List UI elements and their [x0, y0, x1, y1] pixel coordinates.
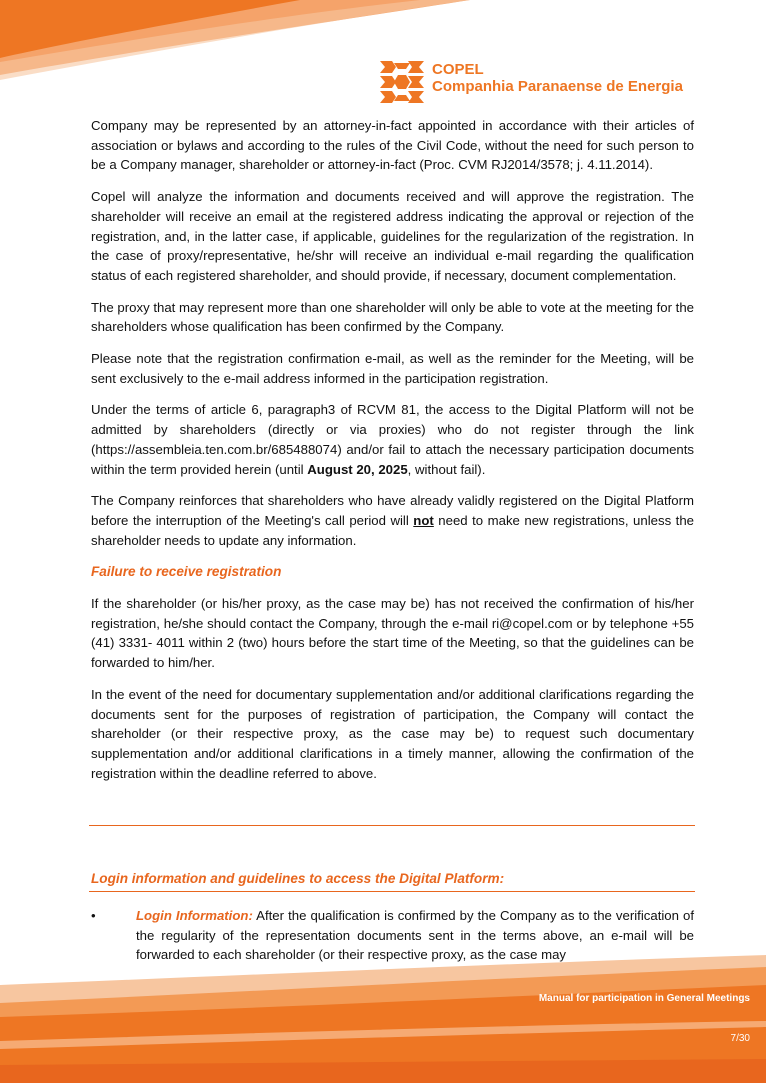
paragraph — [91, 491, 694, 550]
footer-swoosh — [0, 955, 766, 1083]
footer-label: Manual for participation in General Meetings — [538, 993, 750, 1004]
bullet-icon: • — [91, 908, 96, 923]
logo-full-name: Companhia Paranaense de Energia — [432, 78, 683, 95]
paragraph: Please note that the registration confirmation e-mail, as well as the reminder for the Meeting, will be sent exclusively to the e-mail address informed in the participation registration. — [91, 351, 694, 386]
emphasis-not: not — [413, 512, 434, 528]
paragraph: In the event of the need for documentary supplementation and/or additional clarifications regarding the documents sent for the purposes of registration of participation, the Company will contact the shareholder (or their respective proxy, as the case may be) to request such documentary supplementation and/or additional clarifications in a timely manner, allowing the confirmation of the registration within the deadline referred to above. — [91, 686, 694, 781]
logo-name: COPEL — [432, 61, 484, 78]
deadline-date: August 20, 2025 — [307, 461, 408, 477]
bullet-text: After the qualification is confirmed by the Company as to the verification of the regularity of the representation documents sent in the terms above, an e-mail will be forwarded to each shareholder (or their respective proxy, as the case may — [136, 908, 694, 963]
section-divider — [89, 825, 695, 826]
paragraph-text: , without fail). — [407, 461, 486, 477]
paragraph — [91, 400, 694, 479]
paragraph-text: Under the terms of article 6, paragraph3 of RCVM 81, the access to the Digital Platform will not be admitted by shareholders (directly or via proxies) who do not register through the link (https://assembleia.ten.com.br/685488074) and/or fail to attach the necessary participation documents within the term provided herein (until — [91, 402, 694, 477]
paragraph: The proxy that may represent more than one shareholder will only be able to vote at the meeting for the shareholders whose qualification has been confirmed by the Company. — [91, 299, 694, 335]
document-body — [91, 116, 694, 795]
section-heading: Failure to receive registration — [91, 564, 282, 580]
paragraph-text: need to make new registrations, unless the shareholder needs to update any information. — [91, 512, 695, 548]
paragraph-text: The Company reinforces that shareholders who have already validly registered on the Digital Platform before the interruption of the Meeting's call period will — [91, 493, 694, 528]
copel-logo-icon — [380, 61, 424, 103]
section-heading: Login information and guidelines to access the Digital Platform: — [91, 871, 505, 886]
company-logo — [380, 61, 683, 103]
section-divider — [89, 891, 695, 892]
paragraph: If the shareholder (or his/her proxy, as the case may be) has not received the confirmation of his/her registration, he/she should contact the Company, through the e-mail ri@copel.com or by telephone +55 (41) 3331- 4011 within 2 (two) hours before the start time of the Meeting, so that the guidelines can be forwarded to him/her. — [91, 596, 694, 671]
paragraph: Company may be represented by an attorney-in-fact appointed in accordance with their articles of association or bylaws and according to the rules of the Civil Code, without the need for such person to be a Company manager, shareholder or attorney-in-fact (Proc. CVM RJ2014/3578; j. 4.11.2014). — [91, 118, 694, 173]
paragraph: Copel will analyze the information and documents received and will approve the registration. The shareholder will receive an email at the registered address indicating the approval or rejection of the registration, and, in the latter case, if applicable, guidelines for the regularization of the registration. In the case of proxy/representative, he/shr will receive an individual e-mail regarding the qualification status of each registered shareholder, and should provide, if necessary, document complementation. — [91, 189, 694, 283]
bullet-lead: Login Information: — [136, 908, 253, 923]
page-number: 7/30 — [730, 1033, 750, 1044]
